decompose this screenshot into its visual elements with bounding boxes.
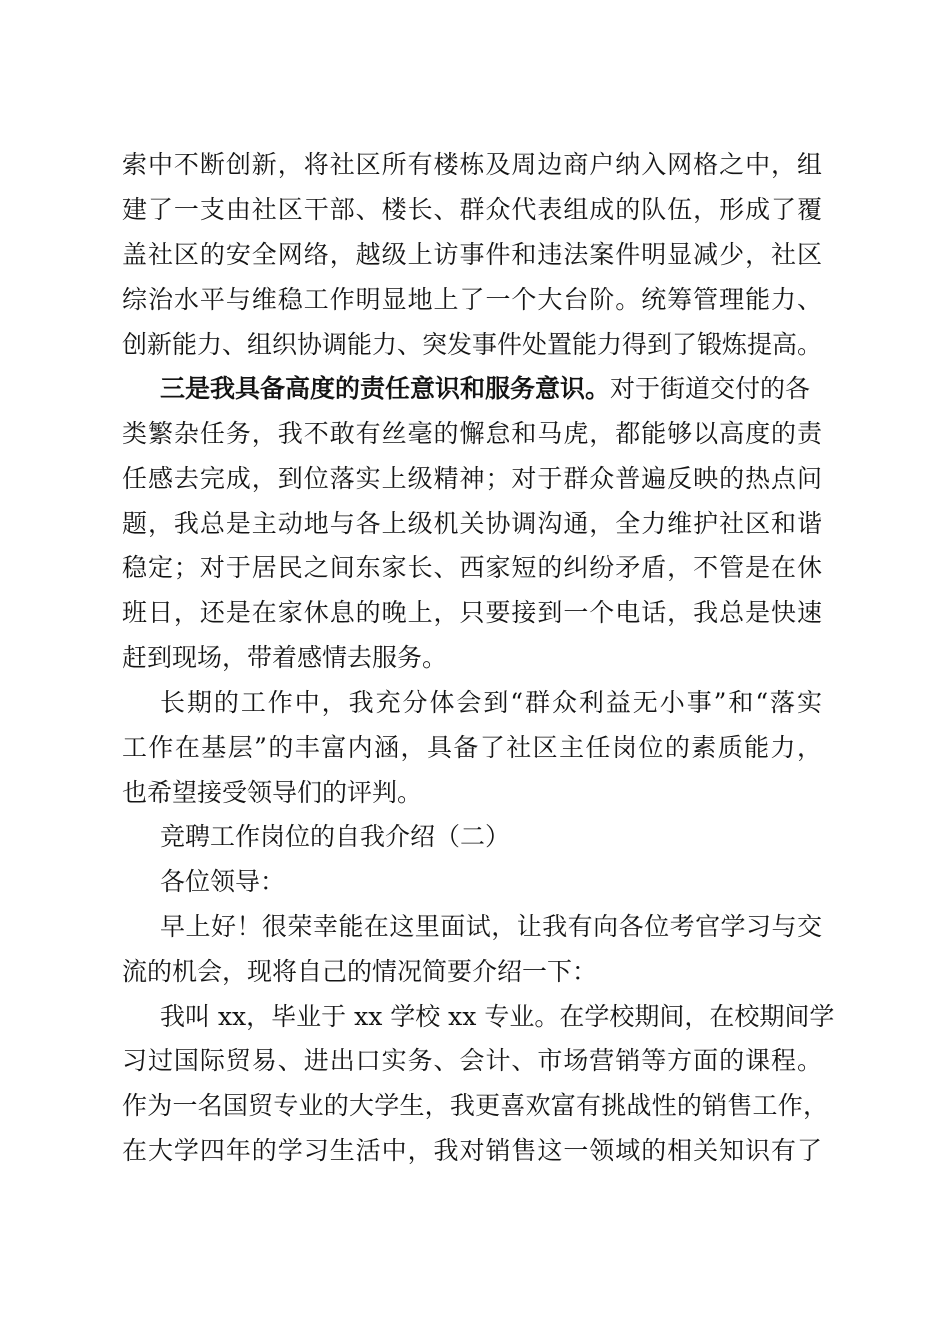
text-line: 类繁杂任务，我不敢有丝毫的懈怠和马虎，都能够以高度的责 [122,419,822,448]
section-title: 竞聘工作岗位的自我介绍（二） [160,822,511,851]
paragraph-first-line: 我叫 xx，毕业于 xx 学校 xx 专业。在学校期间，在校期间学 [160,1002,835,1031]
bold-lead-sentence: 三是我具备高度的责任意识和服务意识。 [160,374,611,403]
text-line: 综治水平与维稳工作明显地上了一个大台阶。统筹管理能力、 [122,285,822,314]
text-line: 任感去完成，到位落实上级精神；对于群众普遍反映的热点问 [122,464,822,493]
text-line: 建了一支由社区干部、楼长、群众代表组成的队伍，形成了覆 [122,195,822,224]
text-line: 赶到现场，带着感情去服务。 [122,643,448,672]
text-line: 创新能力、组织协调能力、突发事件处置能力得到了锻炼提高。 [122,330,823,359]
text-line: 班日，还是在家休息的晚上，只要接到一个电话，我总是快速 [122,598,822,627]
paragraph-first-line: 早上好！很荣幸能在这里面试，让我有向各位考官学习与交 [160,912,822,941]
text-line: 在大学四年的学习生活中，我对销售这一领域的相关知识有了 [122,1136,822,1165]
text-line: 流的机会，现将自己的情况简要介绍一下： [122,957,598,986]
text-line: 稳定；对于居民之间东家长、西家短的纠纷矛盾，不管是在休 [122,553,822,582]
paragraph-first-line [160,367,810,411]
text-line: 习过国际贸易、进出口实务、会计、市场营销等方面的课程。 [122,1046,822,1075]
text-line: 工作在基层”的丰富内涵，具备了社区主任岗位的素质能力， [122,733,822,762]
paragraph-first-line: 长期的工作中，我充分体会到“群众利益无小事”和“落实 [160,688,822,717]
text-line: 题，我总是主动地与各上级机关协调沟通，全力维护社区和谐 [122,509,822,538]
text-line: 对于街道交付的各 [610,374,811,403]
text-line: 索中不断创新，将社区所有楼栋及周边商户纳入网格之中，组 [122,150,822,179]
text-line: 盖社区的安全网络，越级上访事件和违法案件明显减少，社区 [122,240,822,269]
text-line: 也希望接受领导们的评判。 [122,778,423,807]
salutation: 各位领导： [160,867,286,896]
text-line: 作为一名国贸专业的大学生，我更喜欢富有挑战性的销售工作， [122,1091,828,1120]
